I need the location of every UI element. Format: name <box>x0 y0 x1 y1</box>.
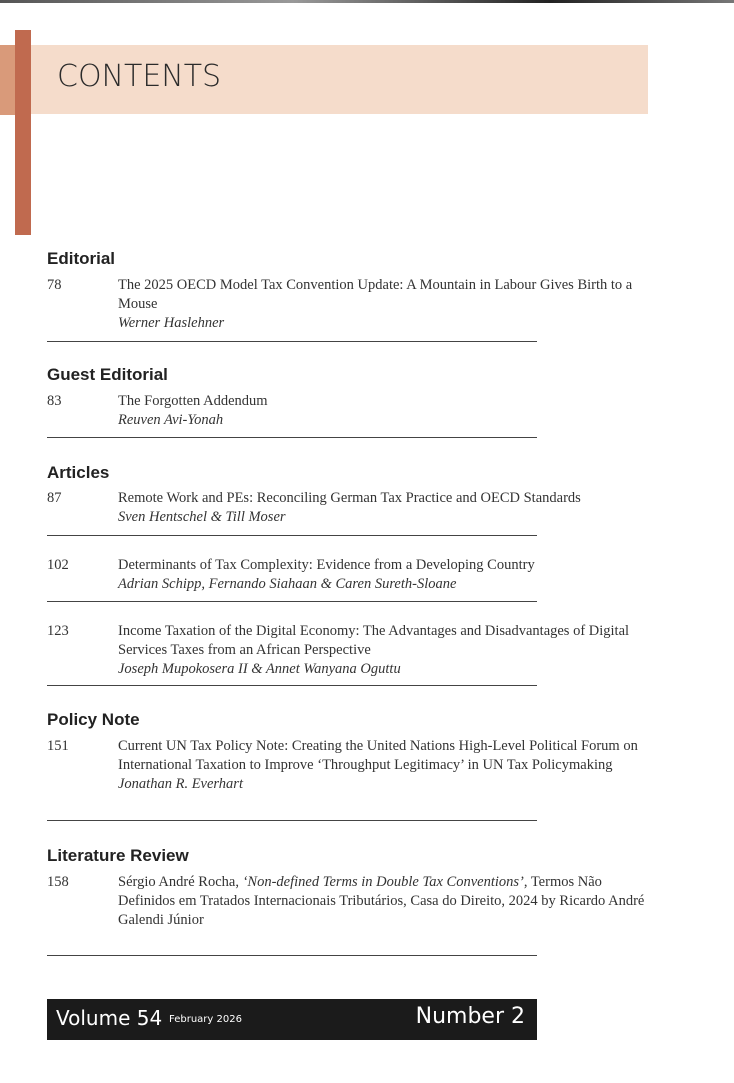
divider <box>47 820 537 821</box>
entry-title: Current UN Tax Policy Note: Creating the United Nations High-Level Political Forum on International Taxation to Improve ‘Throughput Legitimacy’ in UN Tax Policymaking <box>118 738 638 773</box>
entry-title: Remote Work and PEs: Reconciling German Tax Practice and OECD Standards <box>118 490 581 506</box>
issue-number: Number 2 <box>415 1004 525 1029</box>
divider <box>47 535 537 536</box>
entry-title: Determinants of Tax Complexity: Evidence from a Developing Country <box>118 557 535 573</box>
page-number: 102 <box>47 557 69 573</box>
page-number: 123 <box>47 623 69 639</box>
divider <box>47 601 537 602</box>
section-heading: Policy Note <box>47 710 140 729</box>
reviewed-title: ‘Non-defined Terms in Double Tax Conventions’ <box>242 874 524 890</box>
scan-edge <box>0 0 734 3</box>
page-title: CONTENTS <box>57 59 222 94</box>
page-number: 87 <box>47 490 62 506</box>
entry-title: Income Taxation of the Digital Economy: The Advantages and Disadvantages of Digital Services Taxes from an African Perspective <box>118 623 630 658</box>
issue-date: February 2026 <box>169 1014 242 1025</box>
entry-author: Jonathan R. Everhart <box>118 776 243 792</box>
divider <box>47 955 537 956</box>
entry-author: Joseph Mupokosera II & Annet Wanyana Oguttu <box>118 661 401 677</box>
entry-author: Reuven Avi-Yonah <box>118 412 224 428</box>
entry-title: The 2025 OECD Model Tax Convention Update: A Mountain in Labour Gives Birth to a Mouse <box>118 277 633 312</box>
divider <box>47 437 537 438</box>
review-details: , Termos Não Definidos em Tratados Internacionais Tributários, Casa do Direito, 2024 by Ricardo André Galendi Júnior <box>118 874 645 928</box>
volume-label: Volume 54 <box>56 1006 163 1030</box>
title-band <box>31 45 648 114</box>
page-number: 78 <box>47 277 62 293</box>
section-heading: Guest Editorial <box>47 365 168 384</box>
section-heading: Editorial <box>47 249 116 268</box>
section-heading: Literature Review <box>47 846 189 865</box>
page-number: 158 <box>47 874 69 890</box>
entry-author: Adrian Schipp, Fernando Siahaan & Caren Sureth-Sloane <box>118 576 457 592</box>
accent-bar <box>15 30 31 235</box>
review-author: Sérgio André Rocha, <box>118 874 243 890</box>
entry-author: Werner Haslehner <box>118 315 225 331</box>
divider <box>47 685 537 686</box>
section-heading: Articles <box>47 463 110 482</box>
issue-footer <box>47 999 537 1040</box>
entry-author: Sven Hentschel & Till Moser <box>118 509 286 525</box>
page-number: 83 <box>47 393 62 409</box>
divider <box>47 341 537 342</box>
accent-tab <box>0 45 15 115</box>
page-number: 151 <box>47 738 69 754</box>
entry-title: The Forgotten Addendum <box>118 393 268 409</box>
